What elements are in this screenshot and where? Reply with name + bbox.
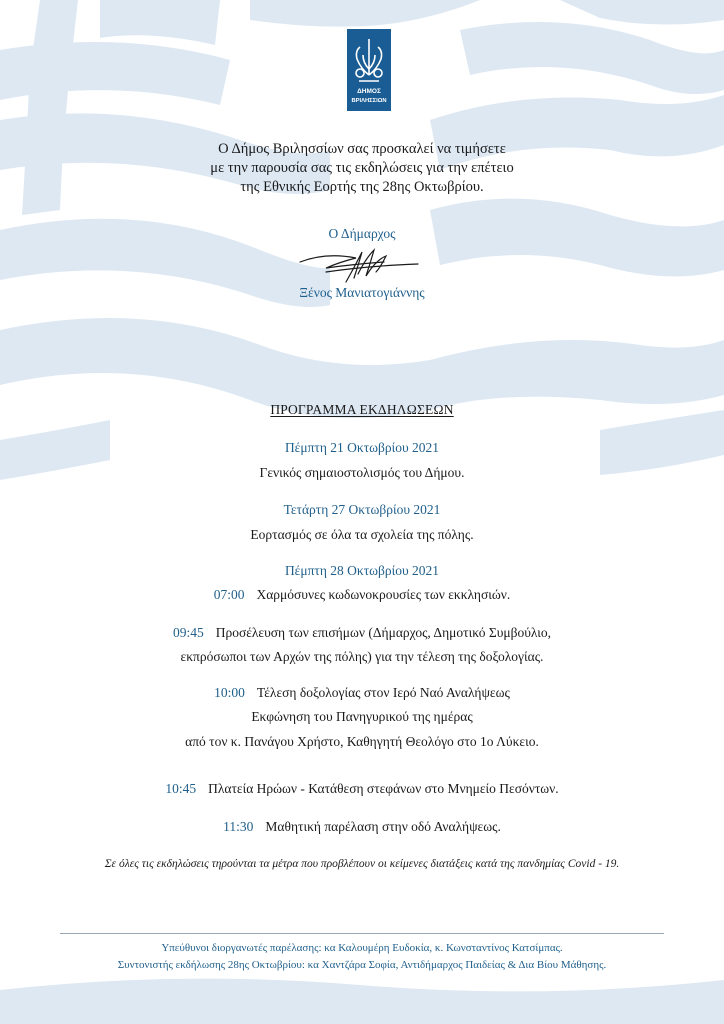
event-text: από τον κ. Πανάγου Χρήστο, Καθηγητή Θεολόγο στο 1ο Λύκειο.: [185, 734, 539, 749]
event-item: [0, 781, 724, 797]
event-time: 07:00: [213, 587, 245, 602]
event-time: 09:45: [172, 625, 204, 640]
event-text: Εκφώνηση του Πανηγυρικού της ημέρας: [251, 709, 473, 724]
footer-line: Υπεύθυνοι διοργανωτές παρέλασης: κα Καλουμέρη Ευδοκία, κ. Κωνσταντίνος Κατσίμπας.: [161, 942, 563, 954]
event-item: [0, 625, 724, 641]
invitation-line: της Εθνικής Εορτής της 28ης Οκτωβρίου.: [240, 179, 484, 195]
event-time: 10:45: [165, 781, 197, 796]
event-date: Πέμπτη 28 Οκτωβρίου 2021: [284, 563, 440, 578]
footer-line: Συντονιστής εκδήλωσης 28ης Οκτωβρίου: κα Χαντζάρα Σοφία, Αντιδήμαρχος Παιδείας & Δια Βίου Μάθησης.: [117, 959, 607, 971]
event-text: Προσέλευση των επισήμων (Δήμαρχος, Δημοτικό Συμβούλιο,: [215, 625, 552, 640]
mayor-name: Ξένος Μανιατογιάννης: [299, 285, 425, 300]
municipality-logo: [347, 29, 391, 111]
event-date: Τετάρτη 27 Οκτωβρίου 2021: [283, 502, 441, 517]
event-text: Χαρμόσυνες κωδωνοκρουσίες των εκκλησιών.: [256, 587, 511, 602]
covid-note: Σε όλες τις εκδηλώσεις τηρούνται τα μέτρα που προβλέπουν οι κείμενες διατάξεις κατά της πανδημίας Covid - 19.: [104, 858, 620, 870]
event-text: Πλατεία Ηρώων - Κατάθεση στεφάνων στο Μνημείο Πεσόντων.: [208, 781, 559, 796]
event-text: εκπρόσωποι των Αρχών της πόλης) για την τέλεση της δοξολογίας.: [180, 649, 544, 664]
event-text: Εορτασμός σε όλα τα σχολεία της πόλης.: [250, 527, 474, 542]
svg-text:ΒΡΙΛΗΣΣΙΩΝ: ΒΡΙΛΗΣΣΙΩΝ: [351, 98, 387, 104]
mayor-signature: [296, 244, 422, 286]
mayor-title: Ο Δήμαρχος: [328, 226, 396, 241]
event-item: [0, 685, 724, 701]
event-time: 10:00: [214, 685, 245, 700]
program-title: [0, 402, 724, 418]
event-time: 11:30: [223, 819, 254, 834]
event-item: [0, 587, 724, 603]
program-title-text: ΠΡΟΓΡΑΜΜΑ ΕΚΔΗΛΩΣΕΩΝ: [270, 402, 454, 417]
event-text: Τέλεση δοξολογίας στον Ιερό Ναό Αναλήψεως: [256, 685, 510, 700]
invitation-line: με την παρουσία σας τις εκδηλώσεις για την επέτειο: [210, 160, 514, 176]
event-item: [0, 819, 724, 835]
invitation-text: [0, 140, 724, 197]
event-text: Μαθητική παρέλαση στην οδό Αναλήψεως.: [265, 819, 501, 834]
footer: [0, 940, 724, 974]
svg-text:ΔΗΜΟΣ: ΔΗΜΟΣ: [357, 88, 381, 95]
event-text: Γενικός σημαιοστολισμός του Δήμου.: [259, 465, 465, 480]
event-date: Πέμπτη 21 Οκτωβρίου 2021: [284, 440, 440, 455]
footer-divider: [60, 933, 664, 934]
invitation-line: Ο Δήμος Βριλησσίων σας προσκαλεί να τιμήσετε: [218, 141, 506, 157]
